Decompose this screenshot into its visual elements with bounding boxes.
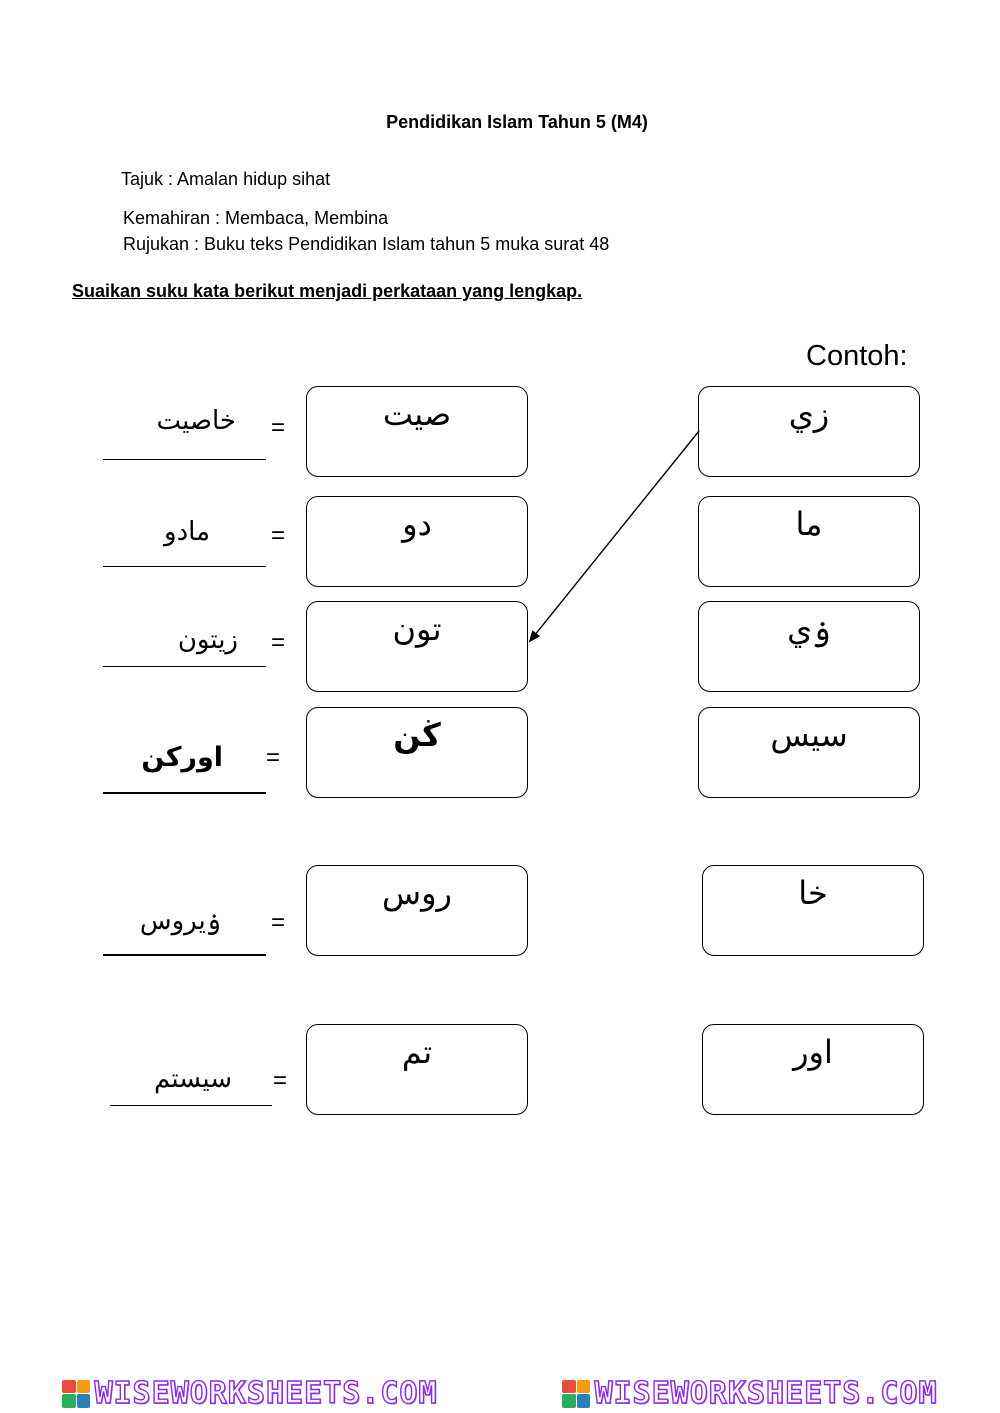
answer-word: سيستم <box>154 1064 232 1094</box>
brand-mark <box>562 1376 937 1411</box>
equals-sign: = <box>271 629 286 656</box>
equals-sign: = <box>266 744 281 771</box>
syllable-box-left[interactable]: دو <box>306 496 528 587</box>
syllable-box-right[interactable]: خا <box>702 865 924 956</box>
syllable-box-right[interactable]: اور <box>702 1024 924 1115</box>
example-label: Contoh: <box>806 340 908 372</box>
syllable-box-right[interactable]: سيس <box>698 707 920 798</box>
brand-mark <box>62 1376 437 1411</box>
syllable-box-left[interactable]: ڬن <box>306 707 528 798</box>
syllable-box-right[interactable]: ۏي <box>698 601 920 692</box>
answer-word: اوركن <box>141 742 223 773</box>
instruction: Suaikan suku kata berikut menjadi perkataan yang lengkap. <box>72 281 583 301</box>
brand-text: WISEWORKSHEETS.COM <box>594 1376 938 1411</box>
brand-logo-icon <box>62 1380 90 1408</box>
syllable-box-left[interactable]: صيت <box>306 386 528 477</box>
syllable-box-left[interactable]: روس <box>306 865 528 956</box>
equals-sign: = <box>271 522 286 549</box>
answer-word: ۏيروس <box>139 906 221 936</box>
footer-watermark <box>0 1374 1000 1413</box>
skills-line: Kemahiran : Membaca, Membina <box>123 208 389 228</box>
syllable-box-right[interactable]: ما <box>698 496 920 587</box>
equals-sign: = <box>271 909 286 936</box>
syllable-box-left[interactable]: تون <box>306 601 528 692</box>
equals-sign: = <box>273 1067 288 1094</box>
topic-line: Tajuk : Amalan hidup sihat <box>121 169 331 189</box>
syllable-box-right[interactable]: زي <box>698 386 920 477</box>
worksheet-title: Pendidikan Islam Tahun 5 (M4) <box>386 112 648 132</box>
syllable-box-left[interactable]: تم <box>306 1024 528 1115</box>
brand-text: WISEWORKSHEETS.COM <box>94 1376 438 1411</box>
brand-logo-icon <box>562 1380 590 1408</box>
answer-word: مادو <box>164 517 210 547</box>
answer-word: زيتون <box>177 625 238 655</box>
answer-word: خاصيت <box>156 406 236 436</box>
reference-line: Rujukan : Buku teks Pendidikan Islam tahun 5 muka surat 48 <box>123 234 610 254</box>
equals-sign: = <box>271 414 286 441</box>
